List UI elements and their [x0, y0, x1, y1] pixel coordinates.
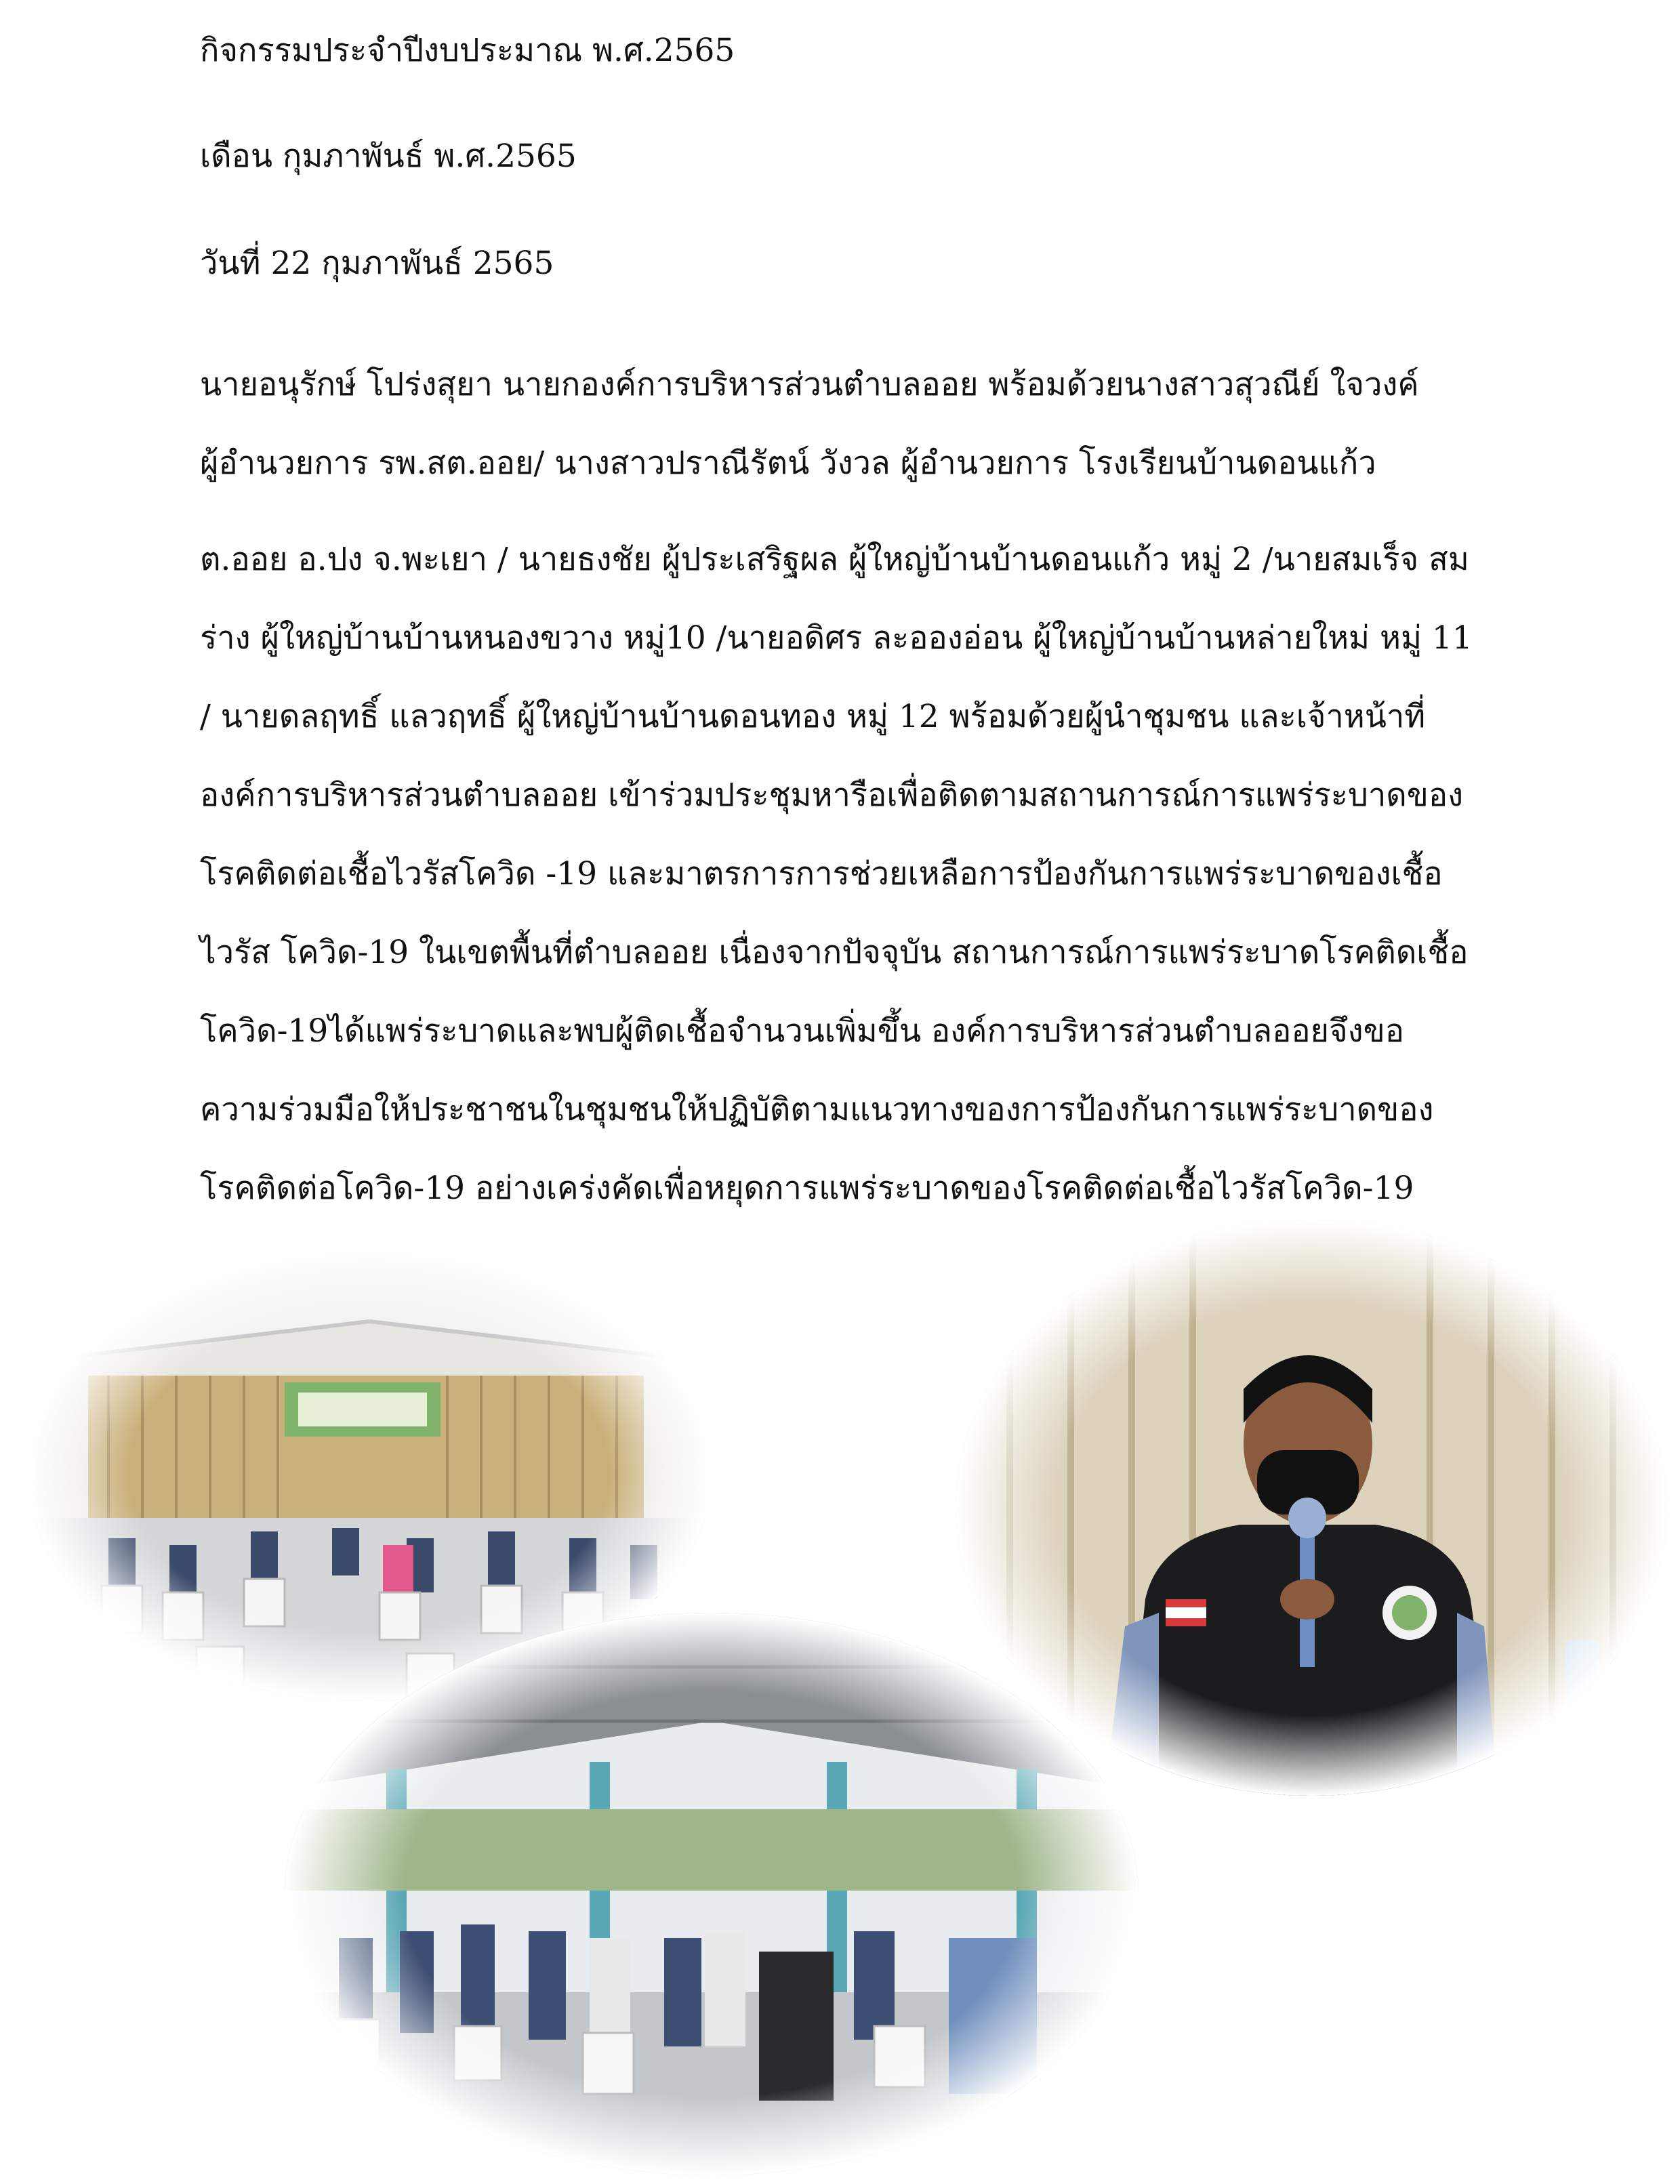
paragraph-line: / นายดลฤทธิ์ แลวฤทธิ์ ผู้ใหญ่บ้านบ้านดอนทอง หมู่ 12 พร้อมด้วยผู้นำชุมชน และเจ้าหน้าที่ — [200, 698, 1426, 735]
pavilion-photo — [285, 1613, 1139, 2175]
paragraph-line: ร่าง ผู้ใหญ่บ้านบ้านหนองขวาง หมู่10 /นายอดิศร ละอองอ่อน ผู้ใหญ่บ้านบ้านหล่ายใหม่ หมู่ 11 — [200, 619, 1473, 657]
paragraph-line: โรคติดต่อเชื้อไวรัสโควิด -19 และมาตรการการช่วยเหลือการป้องกันการแพร่ระบาดของเชื้อ — [200, 855, 1443, 892]
paragraph-line: ต.ออย อ.ปง จ.พะเยา / นายธงชัย ผู้ประเสริฐผล ผู้ใหญ่บ้านบ้านดอนแก้ว หมู่ 2 /นายสมเร็จ สม — [200, 541, 1469, 578]
paragraph-1 — [200, 346, 1419, 503]
month-line: เดือน กุมภาพันธ์ พ.ศ.2565 — [200, 138, 577, 175]
speaker-photo — [956, 1220, 1667, 1796]
paragraph-2 — [200, 520, 1473, 1228]
paragraph-line: นายอนุรักษ์ โปร่งสุยา นายกองค์การบริหารส่วนตำบลออย พร้อมด้วยนางสาวสุวณีย์ ใจวงค์ — [200, 366, 1419, 403]
paragraph-line: ความร่วมมือให้ประชาชนในชุมชนให้ปฏิบัติตามแนวทางของการป้องกันการแพร่ระบาดของ — [200, 1091, 1434, 1128]
date-line: วันที่ 22 กุมภาพันธ์ 2565 — [200, 245, 554, 282]
activity-title: กิจกรรมประจำปีงบประมาณ พ.ศ.2565 — [200, 32, 735, 69]
paragraph-line: องค์การบริหารส่วนตำบลออย เข้าร่วมประชุมหารือเพื่อติดตามสถานการณ์การแพร่ระบาดของ — [200, 777, 1464, 814]
pavilion-image — [285, 1613, 1139, 2175]
paragraph-line: โควิด-19ได้แพร่ระบาดและพบผู้ติดเชื้อจำนวนเพิ่มขึ้น องค์การบริหารส่วนตำบลออยจึงขอ — [200, 1012, 1404, 1050]
paragraph-line: ผู้อำนวยการ รพ.สต.ออย/ นางสาวปราณีรัตน์ วังวล ผู้อำนวยการ โรงเรียนบ้านดอนแก้ว — [200, 445, 1376, 482]
paragraph-line: ไวรัส โควิด-19 ในเขตพื้นที่ตำบลออย เนื่องจากปัจจุบัน สถานการณ์การแพร่ระบาดโรคติดเชื้อ — [200, 934, 1469, 971]
speaker-image — [956, 1220, 1667, 1796]
paragraph-line: โรคติดต่อโควิด-19 อย่างเคร่งคัดเพื่อหยุดการแพร่ระบาดของโรคติดต่อเชื้อไวรัสโควิด-19 — [200, 1170, 1414, 1207]
